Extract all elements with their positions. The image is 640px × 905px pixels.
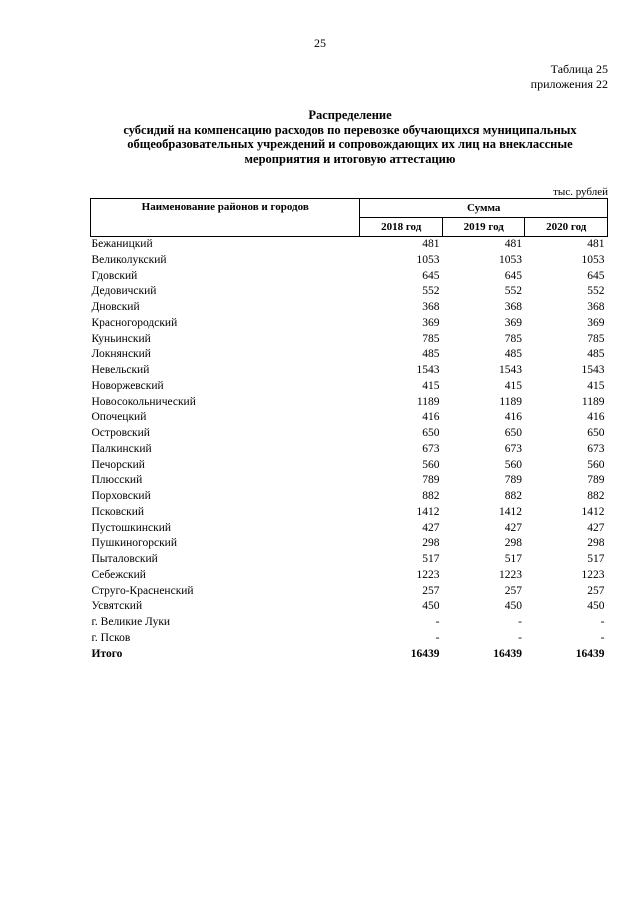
value-2018: 369 — [422, 316, 440, 329]
value-2018: 415 — [422, 379, 440, 392]
value-2020: 298 — [587, 537, 605, 550]
value-2018: 1412 — [416, 505, 440, 518]
page-number: 25 — [314, 36, 326, 50]
value-2019: 427 — [504, 521, 522, 534]
value-2020: 1053 — [581, 253, 605, 266]
table-row — [91, 615, 608, 631]
district-name: Порховский — [91, 490, 151, 502]
value-2020: 1189 — [581, 395, 605, 408]
district-name: Себежский — [91, 568, 146, 581]
district-name: Локнянский — [91, 348, 151, 361]
value-2018: 650 — [422, 427, 440, 439]
district-name: Опочецкий — [91, 411, 147, 424]
table-row — [91, 599, 608, 615]
value-2019: 450 — [504, 600, 522, 613]
value-2020: 485 — [587, 348, 605, 361]
value-2019: 1223 — [498, 568, 522, 581]
table-row — [91, 458, 608, 474]
header-year-2018: 2018 год — [360, 218, 443, 237]
value-2018: 789 — [422, 474, 440, 487]
table-row — [91, 269, 608, 285]
value-2020: 369 — [587, 316, 605, 329]
title-line4: мероприятия и итоговую аттестацию — [244, 151, 456, 166]
value-2019: 645 — [504, 269, 522, 282]
value-2018: 368 — [422, 301, 440, 313]
document-title — [90, 108, 610, 166]
value-2019: 485 — [504, 348, 522, 361]
table-row — [91, 237, 608, 253]
value-2020: 481 — [587, 238, 605, 250]
header-sum: Сумма — [360, 199, 608, 218]
value-2018: 673 — [422, 442, 440, 455]
district-name: Невельский — [91, 364, 150, 376]
district-name: Палкинский — [91, 442, 152, 455]
value-2019: 560 — [504, 458, 522, 471]
table-row — [91, 347, 608, 363]
district-name: Куньинский — [91, 332, 151, 345]
value-2020: 1543 — [581, 364, 605, 376]
value-2018: - — [435, 631, 440, 644]
header-year-2019: 2019 год — [442, 218, 525, 237]
value-2018: 481 — [422, 238, 440, 250]
table-ref-line2: приложения 22 — [530, 77, 608, 91]
table-row — [91, 284, 608, 300]
value-2019: 298 — [504, 537, 522, 550]
value-2018: 560 — [422, 458, 440, 471]
table-row — [91, 568, 608, 584]
total-label: Итого — [91, 647, 123, 660]
district-name: Пушкиногорский — [91, 537, 177, 550]
district-name: Пустошкинский — [91, 521, 172, 534]
table-row — [91, 552, 608, 568]
value-2020: 415 — [587, 379, 605, 392]
district-name: Красногородский — [91, 316, 178, 329]
value-2020: 560 — [587, 458, 605, 471]
table-row — [91, 536, 608, 552]
title-line3: общеобразовательных учреждений и сопровождающих их лиц на внеклассные — [127, 137, 573, 151]
table-row — [91, 300, 608, 316]
table-row — [91, 631, 608, 647]
value-2020: - — [600, 616, 605, 628]
value-2020: 257 — [587, 584, 605, 597]
value-2018: - — [435, 616, 440, 628]
value-2019: 416 — [504, 411, 522, 424]
table-row — [91, 395, 608, 411]
value-2019: 1189 — [499, 395, 522, 408]
table-body — [91, 237, 608, 663]
value-2019: 673 — [504, 442, 522, 455]
table-row — [91, 379, 608, 395]
value-2019: 789 — [504, 474, 522, 487]
value-2018: 1053 — [416, 253, 440, 266]
title-line2: субсидий на компенсацию расходов по перевозке обучающихся муниципальных — [123, 122, 577, 137]
district-name: Псковский — [91, 505, 145, 518]
table-row — [91, 473, 608, 489]
value-2019: - — [518, 631, 522, 644]
district-name: Усвятский — [91, 600, 143, 613]
value-2019: 552 — [504, 285, 522, 298]
value-2018: 450 — [422, 600, 440, 613]
value-2019: 1053 — [498, 253, 522, 266]
table-row — [91, 489, 608, 505]
district-name: Плюсский — [91, 474, 143, 487]
value-2018: 16439 — [410, 647, 440, 660]
value-2019: 785 — [504, 332, 522, 345]
table-row — [91, 332, 608, 348]
table-row — [91, 442, 608, 458]
value-2018: 552 — [422, 285, 440, 298]
district-name: Пыталовский — [91, 553, 158, 565]
title-line1: Распределение — [308, 108, 392, 122]
value-2018: 485 — [422, 348, 440, 361]
district-name: Струго-Красненский — [91, 584, 194, 597]
table-row — [91, 584, 608, 600]
district-name: Гдовский — [91, 269, 138, 282]
district-name: Новоржевский — [91, 379, 164, 392]
total-row — [91, 647, 608, 663]
value-2019: 16439 — [493, 647, 522, 660]
value-2020: 16439 — [575, 647, 605, 660]
table-row — [91, 363, 608, 379]
value-2018: 416 — [422, 411, 440, 424]
value-2019: - — [518, 616, 522, 628]
value-2020: 645 — [587, 269, 605, 282]
value-2020: 552 — [587, 285, 605, 298]
value-2019: 481 — [504, 238, 522, 250]
value-2019: 882 — [504, 490, 522, 502]
value-2019: 257 — [504, 584, 522, 597]
value-2018: 257 — [422, 584, 440, 597]
value-2018: 785 — [422, 332, 440, 345]
district-name: Великолукский — [91, 253, 167, 266]
district-name: г. Псков — [91, 631, 131, 644]
table-row — [91, 505, 608, 521]
value-2020: 882 — [587, 490, 605, 502]
value-2018: 1223 — [416, 568, 440, 581]
value-2020: 789 — [587, 474, 605, 487]
value-2020: 673 — [587, 442, 605, 455]
value-2020: 1412 — [581, 505, 605, 518]
district-name: Островский — [91, 427, 150, 439]
value-2018: 645 — [422, 269, 440, 282]
value-2018: 1189 — [416, 395, 440, 408]
value-2018: 882 — [422, 490, 440, 502]
table-row — [91, 316, 608, 332]
table-row — [91, 410, 608, 426]
table-reference — [531, 62, 608, 92]
district-name: Бежаницкий — [91, 238, 153, 250]
value-2020: 650 — [587, 427, 605, 439]
district-name: г. Великие Луки — [91, 616, 171, 628]
subsidy-table — [90, 198, 608, 662]
table-ref-line1: Таблица 25 — [550, 62, 608, 76]
value-2020: 450 — [587, 600, 605, 613]
value-2020: 427 — [587, 521, 605, 534]
value-2020: 416 — [587, 411, 605, 424]
table-row — [91, 521, 608, 537]
units-label: тыс. рублей — [553, 186, 608, 198]
value-2018: 427 — [422, 521, 440, 534]
district-name: Дновский — [91, 301, 140, 313]
district-name: Новосокольнический — [91, 395, 196, 408]
value-2019: 517 — [504, 553, 522, 565]
value-2020: 368 — [587, 301, 605, 313]
value-2020: - — [600, 631, 605, 644]
value-2019: 369 — [504, 316, 522, 329]
value-2020: 1223 — [581, 568, 605, 581]
value-2020: 517 — [587, 553, 605, 565]
value-2018: 517 — [422, 553, 440, 565]
district-name: Печорский — [91, 458, 145, 471]
value-2018: 1543 — [416, 364, 440, 376]
value-2019: 1412 — [498, 505, 522, 518]
table-row — [91, 426, 608, 442]
header-name: Наименование районов и городов — [91, 199, 360, 237]
value-2020: 785 — [587, 332, 605, 345]
district-name: Дедовичский — [91, 285, 157, 298]
value-2019: 1543 — [498, 364, 522, 376]
value-2018: 298 — [422, 537, 440, 550]
value-2019: 415 — [504, 379, 522, 392]
table-row — [91, 253, 608, 269]
value-2019: 650 — [504, 427, 522, 439]
header-year-2020: 2020 год — [525, 218, 608, 237]
value-2019: 368 — [504, 301, 522, 313]
